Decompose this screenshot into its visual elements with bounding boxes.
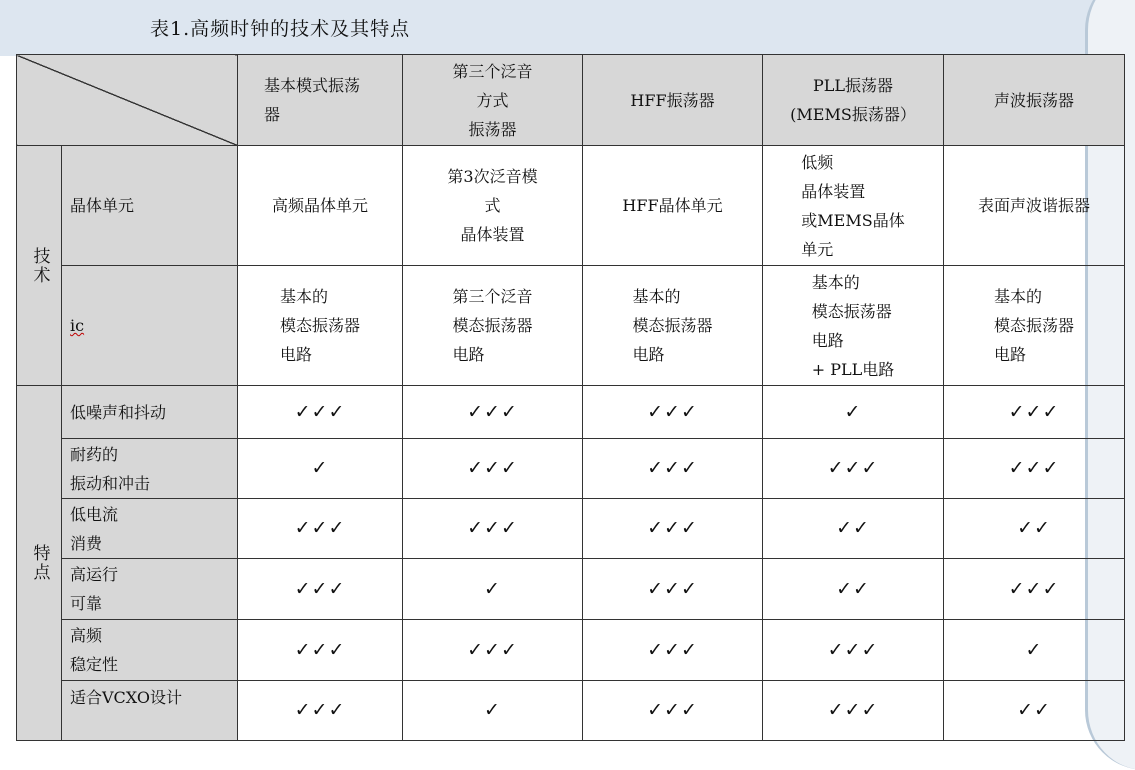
- check-cell: ✓: [238, 439, 403, 499]
- column-header: 声波振荡器: [944, 55, 1125, 146]
- check-cell: ✓✓✓: [238, 386, 403, 439]
- check-cell: ✓✓: [763, 559, 944, 620]
- check-cell: ✓✓✓: [944, 439, 1125, 499]
- row-label: 适合VCXO设计: [62, 681, 238, 741]
- table-cell: 基本的 模态振荡器 电路 + PLL电路: [763, 266, 944, 386]
- column-header: HFF振荡器: [583, 55, 763, 146]
- row-label: 低电流 消费: [62, 499, 238, 559]
- table-cell: 高频晶体单元: [238, 146, 403, 266]
- table-cell: 基本的 模态振荡器 电路: [944, 266, 1125, 386]
- table-row: [17, 386, 1125, 439]
- table-cell: 第三个泛音 模态振荡器 电路: [403, 266, 583, 386]
- row-label: 高运行 可靠: [62, 559, 238, 620]
- row-label: [62, 266, 238, 386]
- oscillator-comparison-table: [16, 54, 1125, 741]
- table-row: [17, 439, 1125, 499]
- table-row: [17, 146, 1125, 266]
- check-cell: ✓✓✓: [403, 499, 583, 559]
- check-cell: ✓: [763, 386, 944, 439]
- column-header: 基本模式振荡 器: [238, 55, 403, 146]
- table-cell: 表面声波谐振器: [944, 146, 1125, 266]
- table-cell: 第3次泛音模 式 晶体装置: [403, 146, 583, 266]
- corner-header-cell: [17, 55, 238, 146]
- check-cell: ✓✓: [763, 499, 944, 559]
- row-label-text: ic: [70, 316, 85, 335]
- check-cell: ✓✓✓: [944, 386, 1125, 439]
- check-cell: ✓✓✓: [403, 620, 583, 681]
- check-cell: ✓✓✓: [238, 559, 403, 620]
- table-cell: 基本的 模态振荡器 电路: [583, 266, 763, 386]
- check-cell: ✓✓✓: [583, 681, 763, 741]
- check-cell: ✓✓✓: [583, 499, 763, 559]
- check-cell: ✓✓✓: [944, 559, 1125, 620]
- table-row: [17, 499, 1125, 559]
- row-label: 高频 稳定性: [62, 620, 238, 681]
- check-cell: ✓✓✓: [238, 620, 403, 681]
- check-cell: ✓✓✓: [583, 386, 763, 439]
- table-cell: 低频 晶体装置 或MEMS晶体 单元: [763, 146, 944, 266]
- check-cell: ✓✓✓: [403, 439, 583, 499]
- row-label: 晶体单元: [62, 146, 238, 266]
- column-header: 第三个泛音 方式 振荡器: [403, 55, 583, 146]
- check-cell: ✓✓: [944, 681, 1125, 741]
- check-cell: ✓✓✓: [763, 620, 944, 681]
- table-row: [17, 559, 1125, 620]
- check-cell: ✓✓✓: [583, 439, 763, 499]
- check-cell: ✓✓✓: [583, 620, 763, 681]
- header-row: [17, 55, 1125, 146]
- column-header: PLL振荡器 (MEMS振荡器）: [763, 55, 944, 146]
- check-cell: ✓✓✓: [583, 559, 763, 620]
- check-cell: ✓✓✓: [763, 439, 944, 499]
- check-cell: ✓✓: [944, 499, 1125, 559]
- table-cell: 基本的 模态振荡器 电路: [238, 266, 403, 386]
- table-cell: HFF晶体单元: [583, 146, 763, 266]
- table-row: [17, 266, 1125, 386]
- row-label: 耐药的 振动和冲击: [62, 439, 238, 499]
- group-label-tech: 技术: [17, 146, 62, 386]
- check-cell: ✓: [944, 620, 1125, 681]
- check-cell: ✓: [403, 559, 583, 620]
- check-cell: ✓✓✓: [238, 681, 403, 741]
- check-cell: ✓: [403, 681, 583, 741]
- check-cell: ✓✓✓: [238, 499, 403, 559]
- row-label: 低噪声和抖动: [62, 386, 238, 439]
- table-row: [17, 681, 1125, 741]
- group-label-features: 特点: [17, 386, 62, 741]
- table-caption: 表1.高频时钟的技术及其特点: [150, 18, 411, 40]
- check-cell: ✓✓✓: [403, 386, 583, 439]
- check-cell: ✓✓✓: [763, 681, 944, 741]
- table-row: [17, 620, 1125, 681]
